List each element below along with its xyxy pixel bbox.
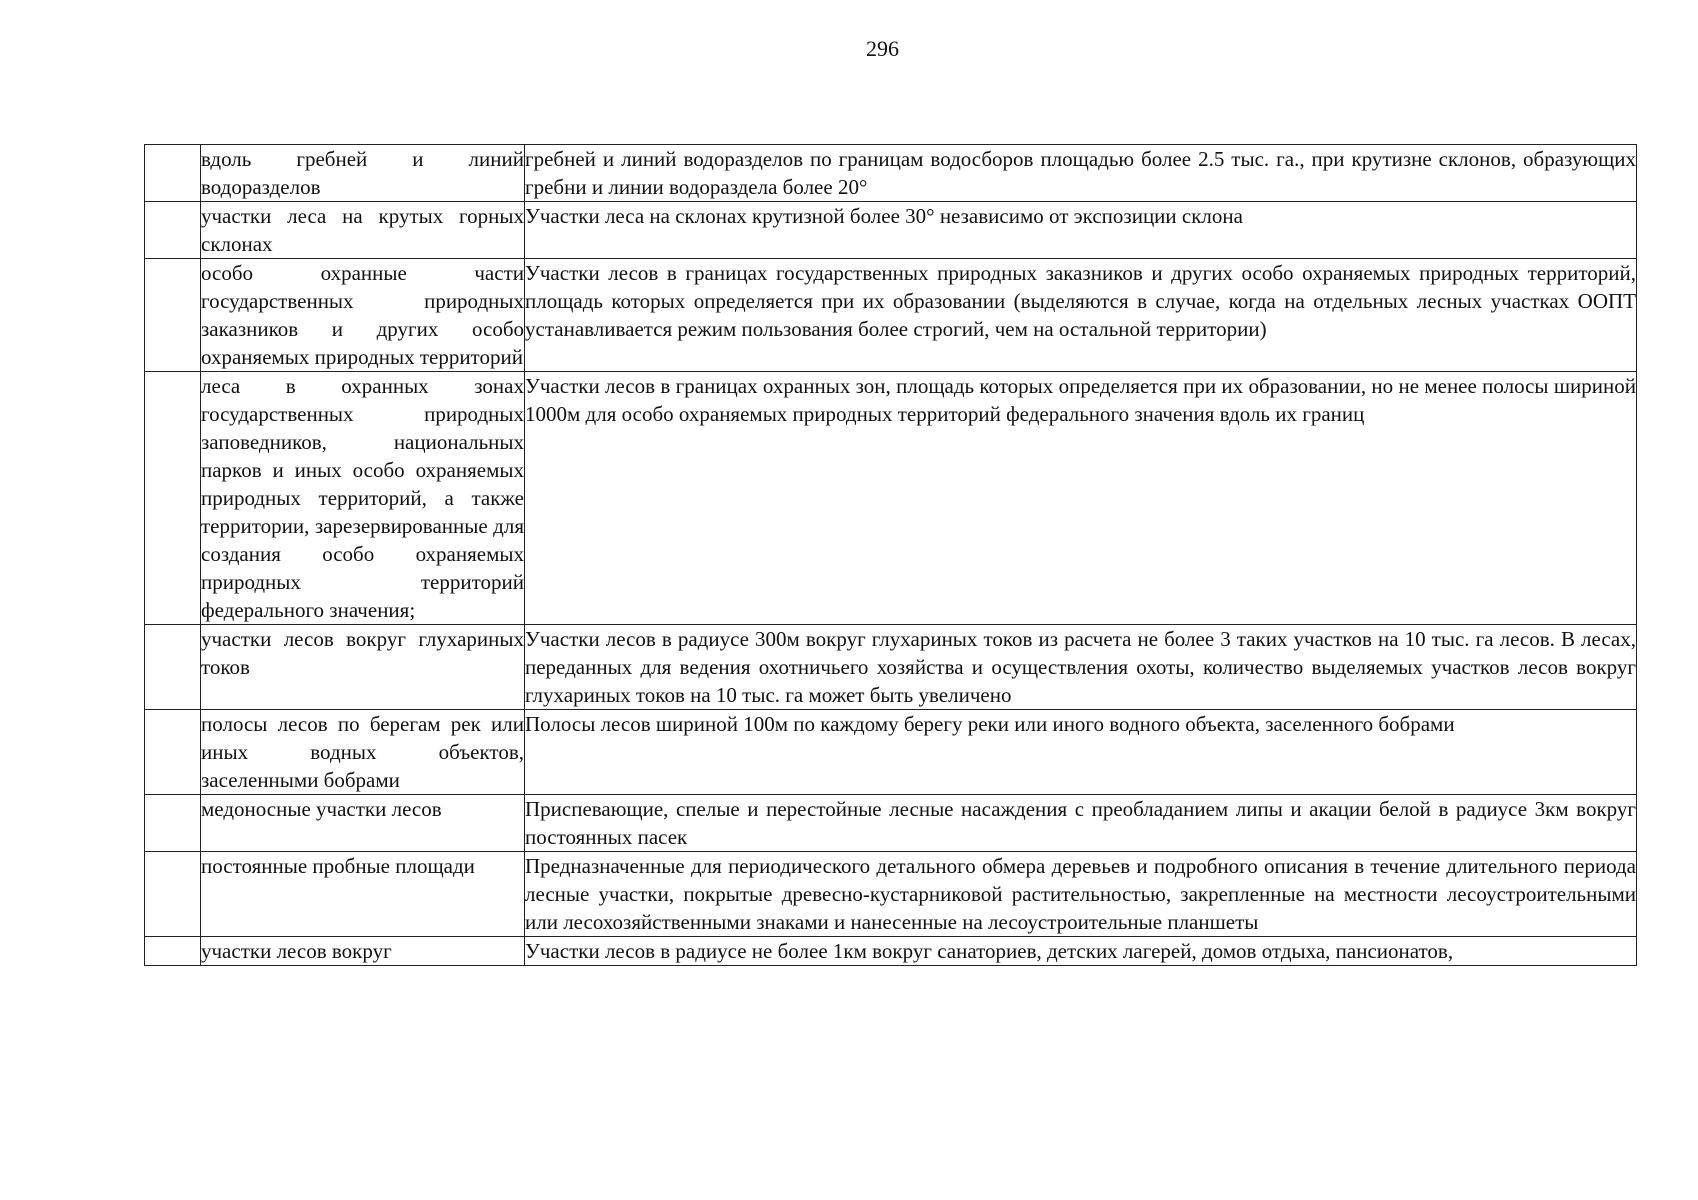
table-row bbox=[145, 145, 1637, 202]
row-number-cell bbox=[145, 259, 201, 372]
category-cell: леса в охранных зонах государственных природных заповедников, национальных парков и иных особо охраняемых природных территорий, а также территории, зарезервированные для создания особо охраняемых природных территорий федерального значения; bbox=[201, 372, 525, 625]
description-cell: гребней и линий водоразделов по границам водосборов площадью более 2.5 тыс. га., при крутизне склонов, образующих гребни и линии водораздела более 20° bbox=[525, 145, 1637, 202]
description-cell: Участки лесов в границах охранных зон, площадь которых определяется при их образовании, но не менее полосы шириной 1000м для особо охраняемых природных территорий федерального значения вдоль их границ bbox=[525, 372, 1637, 625]
category-cell: участки лесов вокруг глухариных токов bbox=[201, 625, 525, 710]
table-row bbox=[145, 710, 1637, 795]
category-cell: особо охранные части государственных природных заказников и других особо охраняемых природных территорий bbox=[201, 259, 525, 372]
category-cell bbox=[201, 937, 525, 966]
table-row bbox=[145, 259, 1637, 372]
row-number-cell bbox=[145, 372, 201, 625]
table-row bbox=[145, 625, 1637, 710]
row-number-cell bbox=[145, 937, 201, 966]
category-cell: медоносные участки лесов bbox=[201, 795, 525, 852]
description-cell: Приспевающие, спелые и перестойные лесные насаждения с преобладанием липы и акации белой в радиусе 3км вокруг постоянных пасек bbox=[525, 795, 1637, 852]
category-cell: участки леса на крутых горных склонах bbox=[201, 202, 525, 259]
row-number-cell bbox=[145, 852, 201, 937]
row-number-cell bbox=[145, 202, 201, 259]
category-cell: постоянные пробные площади bbox=[201, 852, 525, 937]
category-cell: полосы лесов по берегам рек или иных водных объектов, заселенными бобрами bbox=[201, 710, 525, 795]
row-number-cell bbox=[145, 145, 201, 202]
row-number-cell bbox=[145, 795, 201, 852]
row-number-cell bbox=[145, 625, 201, 710]
category-text: участки лесов вокруг bbox=[201, 939, 392, 963]
description-cell: Полосы лесов шириной 100м по каждому берегу реки или иного водного объекта, заселенного бобрами bbox=[525, 710, 1637, 795]
description-text: Участки лесов в радиусе не более 1км вокруг санаториев, детских лагерей, домов отдыха, пансионатов, bbox=[525, 939, 1454, 963]
table-row bbox=[145, 795, 1637, 852]
description-cell bbox=[525, 937, 1637, 966]
forest-categories-table bbox=[144, 144, 1637, 966]
row-number-cell bbox=[145, 710, 201, 795]
table-row bbox=[145, 202, 1637, 259]
description-cell: Участки лесов в границах государственных природных заказников и других особо охраняемых природных территорий, площадь которых определяется при их образовании (выделяются в случае, когда на отдельных лесных участках ООПТ устанавливается режим пользования более строгий, чем на остальной территории) bbox=[525, 259, 1637, 372]
page-number: 296 bbox=[866, 36, 899, 61]
table-row bbox=[145, 852, 1637, 937]
description-cell: Участки леса на склонах крутизной более 30° независимо от экспозиции склона bbox=[525, 202, 1637, 259]
table-row bbox=[145, 937, 1637, 966]
category-cell: вдоль гребней и линий водоразделов bbox=[201, 145, 525, 202]
table-row bbox=[145, 372, 1637, 625]
description-cell: Участки лесов в радиусе 300м вокруг глухариных токов из расчета не более 3 таких участков на 10 тыс. га лесов. В лесах, переданных для ведения охотничьего хозяйства и осуществления охоты, количество выделяемых участков лесов вокруг глухариных токов на 10 тыс. га может быть увеличено bbox=[525, 625, 1637, 710]
description-cell: Предназначенные для периодического детального обмера деревьев и подробного описания в течение длительного периода лесные участки, покрытые древесно-кустарниковой растительностью, закрепленные на местности лесоустроительными или лесохозяйственными знаками и нанесенные на лесоустроительные планшеты bbox=[525, 852, 1637, 937]
